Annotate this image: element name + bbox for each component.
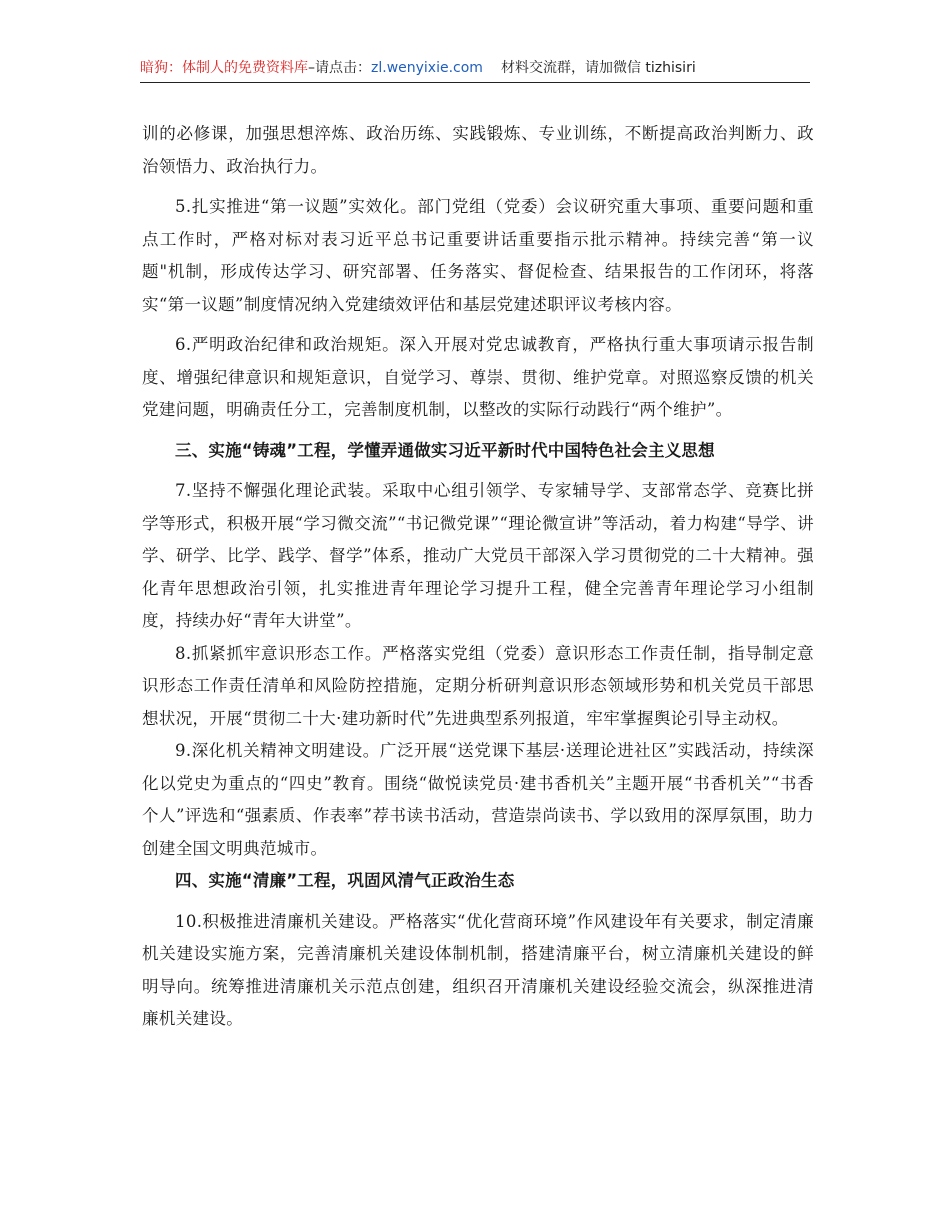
- paragraph-item-8: 8.抓紧抓牢意识形态工作。严格落实党组（党委）意识形态工作责任制，指导制定意识形态工作责任清单和风险防控措施，定期分析研判意识形态领域形势和机关党员干部思想状况，开展“贯彻二十大·建功新时代”先进典型系列报道，牢牢掌握舆论引导主动权。: [142, 643, 814, 728]
- header-click-prefix: –请点击：: [308, 60, 371, 76]
- paragraph-item-5: 5.扎实推进“第一议题”实效化。部门党组（党委）会议研究重大事项、重要问题和重点工作时，严格对标对表习近平总书记重要讲话重要指示批示精神。持续完善“第一议题"机制，形成传达学习、研究部署、任务落实、督促检查、结果报告的工作闭环，将落实“第一议题”制度情况纳入党建绩效评估和基层党建述职评议考核内容。: [142, 197, 814, 314]
- section-heading-4: 四、实施“清廉”工程，巩固风清气正政治生态: [175, 871, 515, 890]
- header-group-note: 材料交流群，请加微信 tizhisiri: [500, 60, 696, 76]
- paragraph-item-6: 6.严明政治纪律和政治规矩。深入开展对党忠诚教育，严格执行重大事项请示报告制度、增强纪律意识和规矩意识，自觉学习、尊崇、贯彻、维护党章。对照巡察反馈的机关党建问题，明确责任分工，完善制度机制，以整改的实际行动践行“两个维护”。: [142, 335, 814, 419]
- header-brand: 暗狗：体制人的免费资料库: [140, 60, 308, 76]
- paragraph-item-10: 10.积极推进清廉机关建设。严格落实“优化营商环境”作风建设年有关要求，制定清廉机关建设实施方案，完善清廉机关建设体制机制，搭建清廉平台，树立清廉机关建设的鲜明导向。统筹推进清廉机关示范点创建，组织召开清廉机关建设经验交流会，纵深推进清廉机关建设。: [142, 911, 814, 1028]
- paragraph-item-7: 7.坚持不懈强化理论武装。采取中心组引领学、专家辅导学、支部常态学、竞赛比拼学等形式，积极开展“学习微交流”“书记微党课”“理论微宣讲”等活动，着力构建“导学、讲学、研学、比学、践学、督学”体系，推动广大党员干部深入学习贯彻党的二十大精神。强化青年思想政治引领，扎实推进青年理论学习提升工程，健全完善青年理论学习小组制度，持续办好“青年大讲堂”。: [142, 481, 814, 630]
- page-header: [140, 58, 810, 83]
- section-heading-3: 三、实施“铸魂”工程，学懂弄通做实习近平新时代中国特色社会主义思想: [175, 440, 715, 460]
- document-body: [142, 118, 814, 1036]
- header-url-link[interactable]: zl.wenyixie.com: [371, 60, 483, 76]
- paragraph-item-9: 9.深化机关精神文明建设。广泛开展“送党课下基层·送理论进社区”实践活动，持续深化以党史为重点的“四史”教育。围绕“做悦读党员·建书香机关”主题开展“书香机关”“书香个人”评选和“强素质、作表率”荐书读书活动，营造崇尚读书、学以致用的深厚氛围，助力创建全国文明典范城市。: [142, 741, 814, 858]
- paragraph-continued: 训的必修课，加强思想淬炼、政治历练、实践锻炼、专业训练，不断提高政治判断力、政治领悟力、政治执行力。: [142, 124, 814, 176]
